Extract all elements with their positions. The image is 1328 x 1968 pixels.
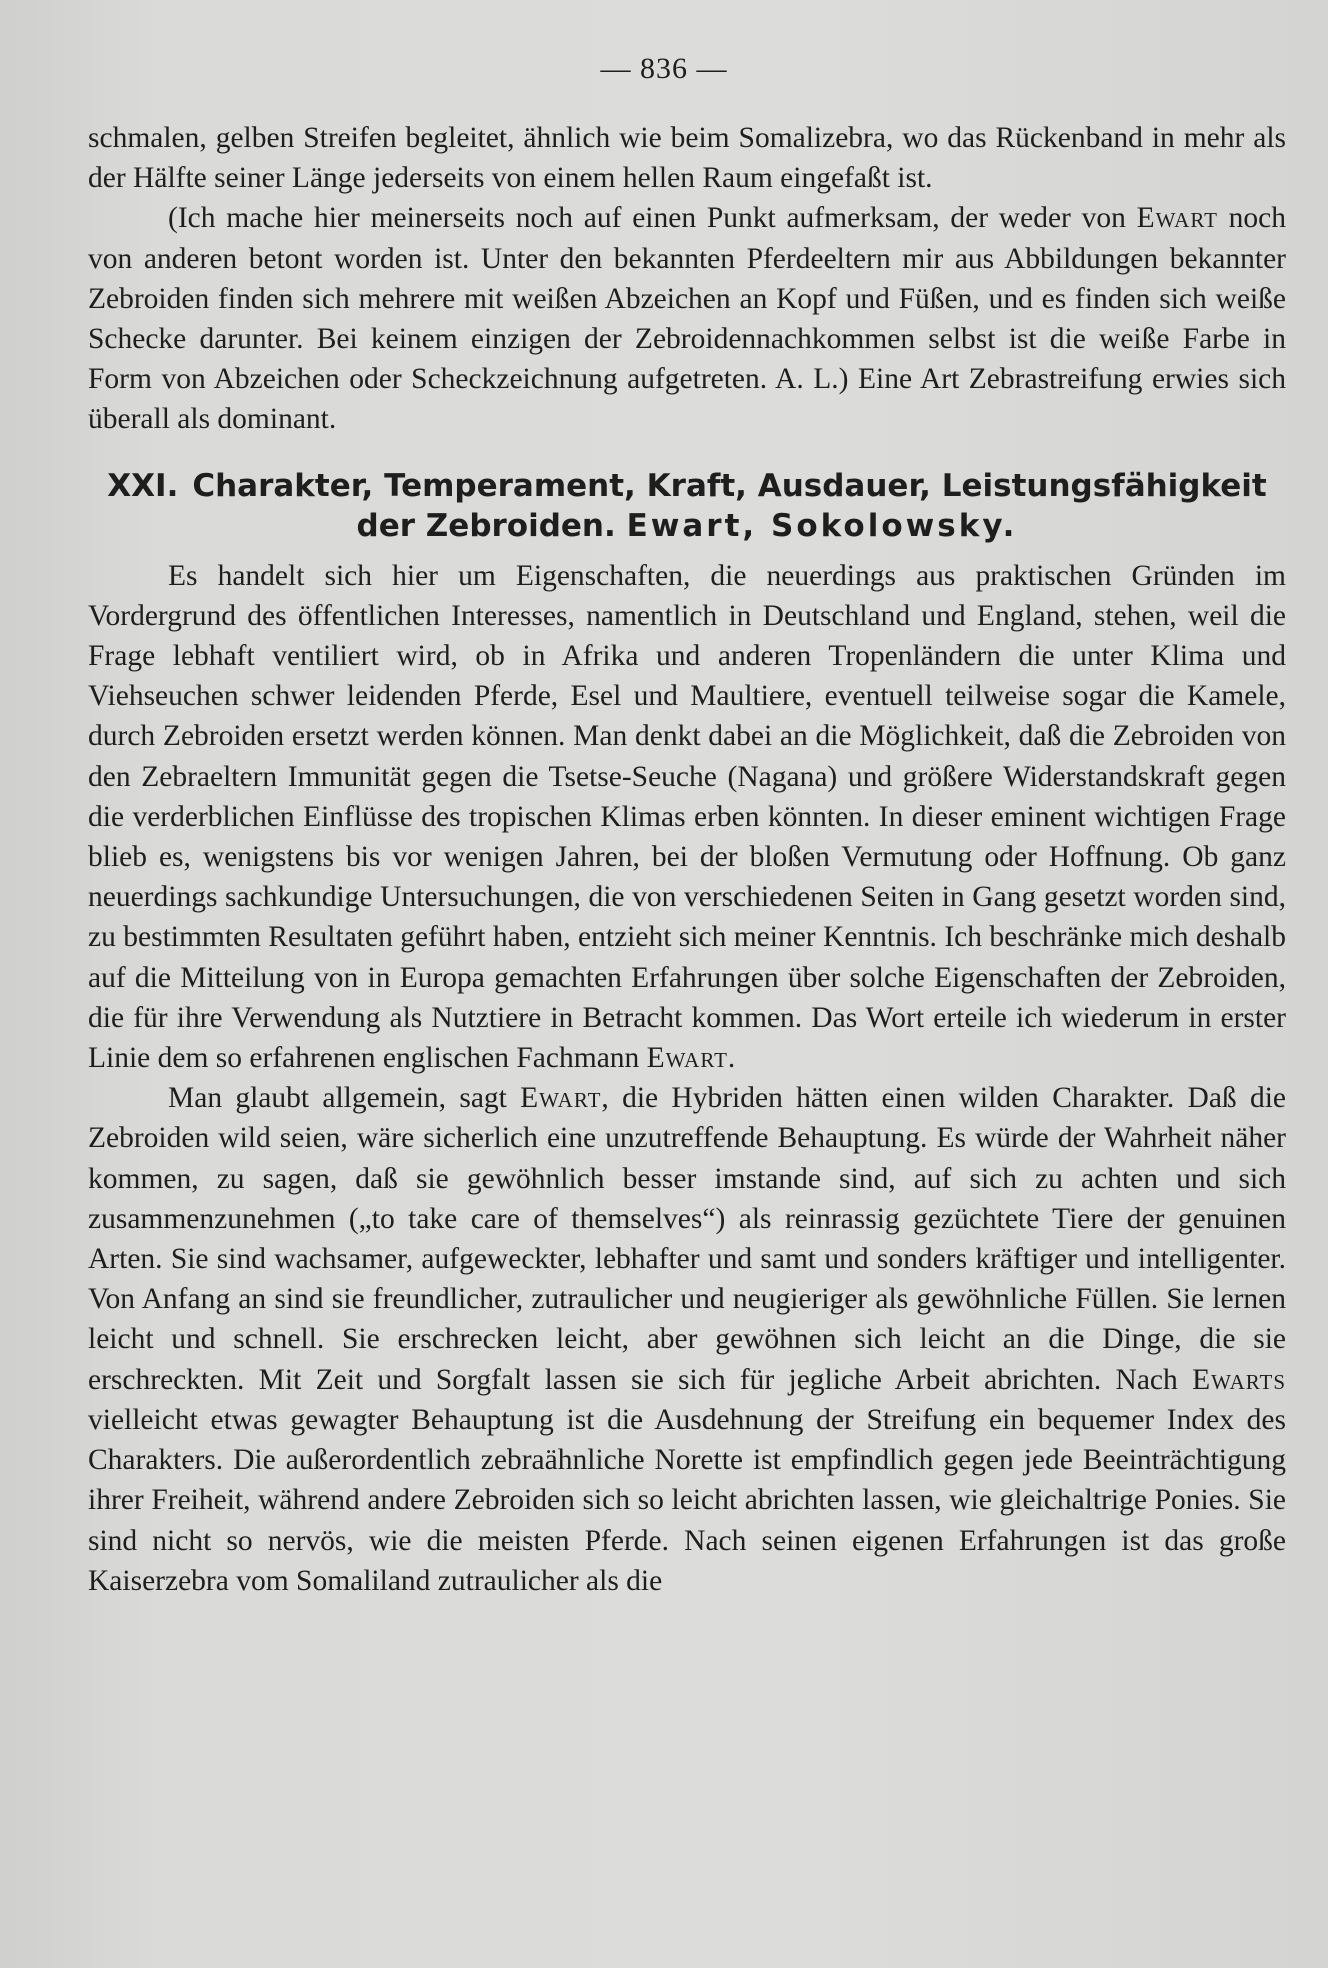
section-heading — [88, 466, 1286, 546]
author-name: Ewart — [520, 1082, 602, 1115]
section-authors: Ewart, Sokolowsky. — [626, 507, 1018, 544]
author-name: Ewart — [1136, 202, 1218, 235]
paragraph-character — [88, 1078, 1286, 1601]
text-segment: schmalen, gelben Streifen begleitet, ähnlich wie beim Somalizebra, wo das Rückenband in mehr als der Hälfte seiner Länge jederseits von einem hellen Raum eingefaßt ist. — [88, 122, 1286, 195]
text-segment: Es handelt sich hier um Eigenschaften, die neuerdings aus praktischen Gründen im Vordergrund des öffentlichen Interesses, namentlich in Deutschland und England, stehen, weil die Frage lebhaft ventiliert wird, ob in Afrika und anderen Tropenländern die unter Klima und Viehseuchen schwer leidenden Pferde, Esel und Maultiere, eventuell teilweise sogar die Kamele, durch Zebroiden ersetzt werden können. Man denkt dabei an die Möglichkeit, daß die Zebroiden von den Zebraeltern Immunität gegen die Tsetse-Seuche (Nagana) und größere Widerstandskraft gegen die verderblichen Einflüsse des tropischen Klimas erben könnten. In dieser eminent wichtigen Frage blieb es, wenigstens bis vor wenigen Jahren, bei der bloßen Vermutung oder Hoffnung. Ob ganz neuerdings sachkundige Untersuchungen, die von verschiedenen Seiten in Gang gesetzt worden sind, zu bestimmten Resultaten geführt haben, entzieht sich meiner Kenntnis. Ich beschränke mich deshalb auf die Mitteilung von in Europa gemachten Erfahrungen über solche Eigenschaften der Zebroiden, die für ihre Verwendung als Nutztiere in Betracht kommen. Das Wort erteile ich wiederum in erster Linie dem so erfahrenen englischen Fachmann — [88, 559, 1286, 1075]
page-number: — 836 — — [600, 52, 728, 85]
text-segment: (Ich mache hier meinerseits noch auf einen Punkt aufmerksam, der weder von — [168, 202, 1137, 235]
text-segment: Man glaubt allgemein, sagt — [168, 1082, 521, 1115]
paragraph-continued — [88, 118, 1286, 198]
text-segment: noch von anderen betont worden ist. Unter den bekannten Pferdeeltern mir aus Abbildungen bekannter Zebroiden finden sich mehrere mit weißen Abzeichen an Kopf und Füßen, und es finden sich weiße Schecke darunter. Bei keinem einzigen der Zebroidennachkommen selbst ist die weiße Farbe in Form von Abzeichen oder Scheckzeichnung aufgetreten. A. L.) Eine Art Zebrastreifung erwies sich überall als dominant. — [88, 202, 1287, 436]
author-name: Ewart — [646, 1042, 728, 1075]
page-body — [88, 118, 1286, 1601]
section-title: Charakter, Temperament, Kraft, Ausdauer, Leistungsfähigkeit der Zebroiden. — [192, 467, 1267, 544]
text-segment: vielleicht etwas gewagter Behauptung ist die Ausdehnung der Streifung ein bequemer Index des Charakters. Die außerordentlich zebraähnliche Norette ist empfindlich gegen jede Beeinträchtigung ihrer Freiheit, während andere Zebroiden sich so leicht abrichten lassen, wie gleichaltrige Ponies. Sie sind nicht so nervös, wie die meisten Pferde. Nach seinen eigenen Erfahrungen ist das große Kaiserzebra vom Somaliland zutraulicher als die — [88, 1403, 1286, 1597]
text-segment: , die Hybriden hätten einen wilden Charakter. Daß die Zebroiden wild seien, wäre sicherlich eine unzutreffende Behauptung. Es würde der Wahrheit näher kommen, zu sagen, daß sie gewöhnlich besser imstande sind, auf sich zu achten und sich zusammenzunehmen („to take care of themselves“) als reinrassig gezüchtete Tiere der genuinen Arten. Sie sind wachsamer, aufgeweckter, lebhafter und samt und sonders kräftiger und intelligenter. Von Anfang an sind sie freundlicher, zutraulicher und neugieriger als gewöhnliche Füllen. Sie lernen leicht und schnell. Sie erschrecken leicht, aber gewöhnen sich leicht an die Dinge, die sie erschreckten. Mit Zeit und Sorgfalt lassen sie sich für jegliche Arbeit abrichten. Nach — [88, 1082, 1286, 1396]
paragraph-intro — [88, 556, 1286, 1079]
section-number: XXI. — [107, 467, 179, 504]
text-segment: . — [727, 1042, 736, 1075]
paragraph-remark — [88, 198, 1286, 439]
author-name: Ewarts — [1192, 1363, 1286, 1396]
